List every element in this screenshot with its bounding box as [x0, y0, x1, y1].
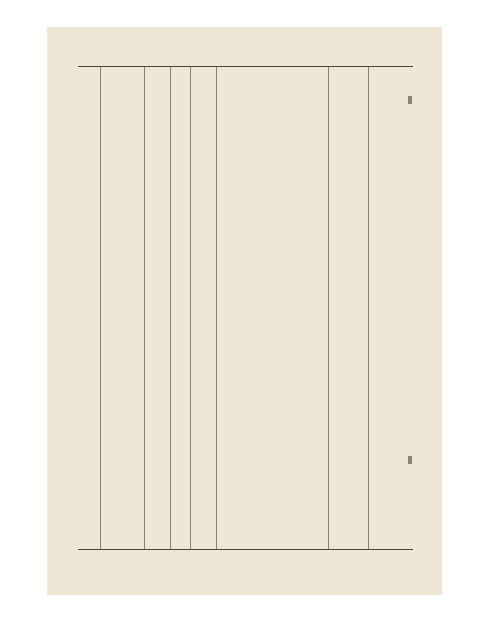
column-divider [368, 67, 369, 549]
page-footer [0, 560, 484, 574]
column-divider [144, 67, 145, 549]
column-divider [100, 67, 101, 549]
column-divider [216, 67, 217, 549]
column-divider [190, 67, 191, 549]
margin-mark [408, 456, 412, 464]
column-divider [170, 67, 171, 549]
margin-mark [408, 96, 412, 104]
column-divider [328, 67, 329, 549]
schedule-table [78, 66, 413, 550]
